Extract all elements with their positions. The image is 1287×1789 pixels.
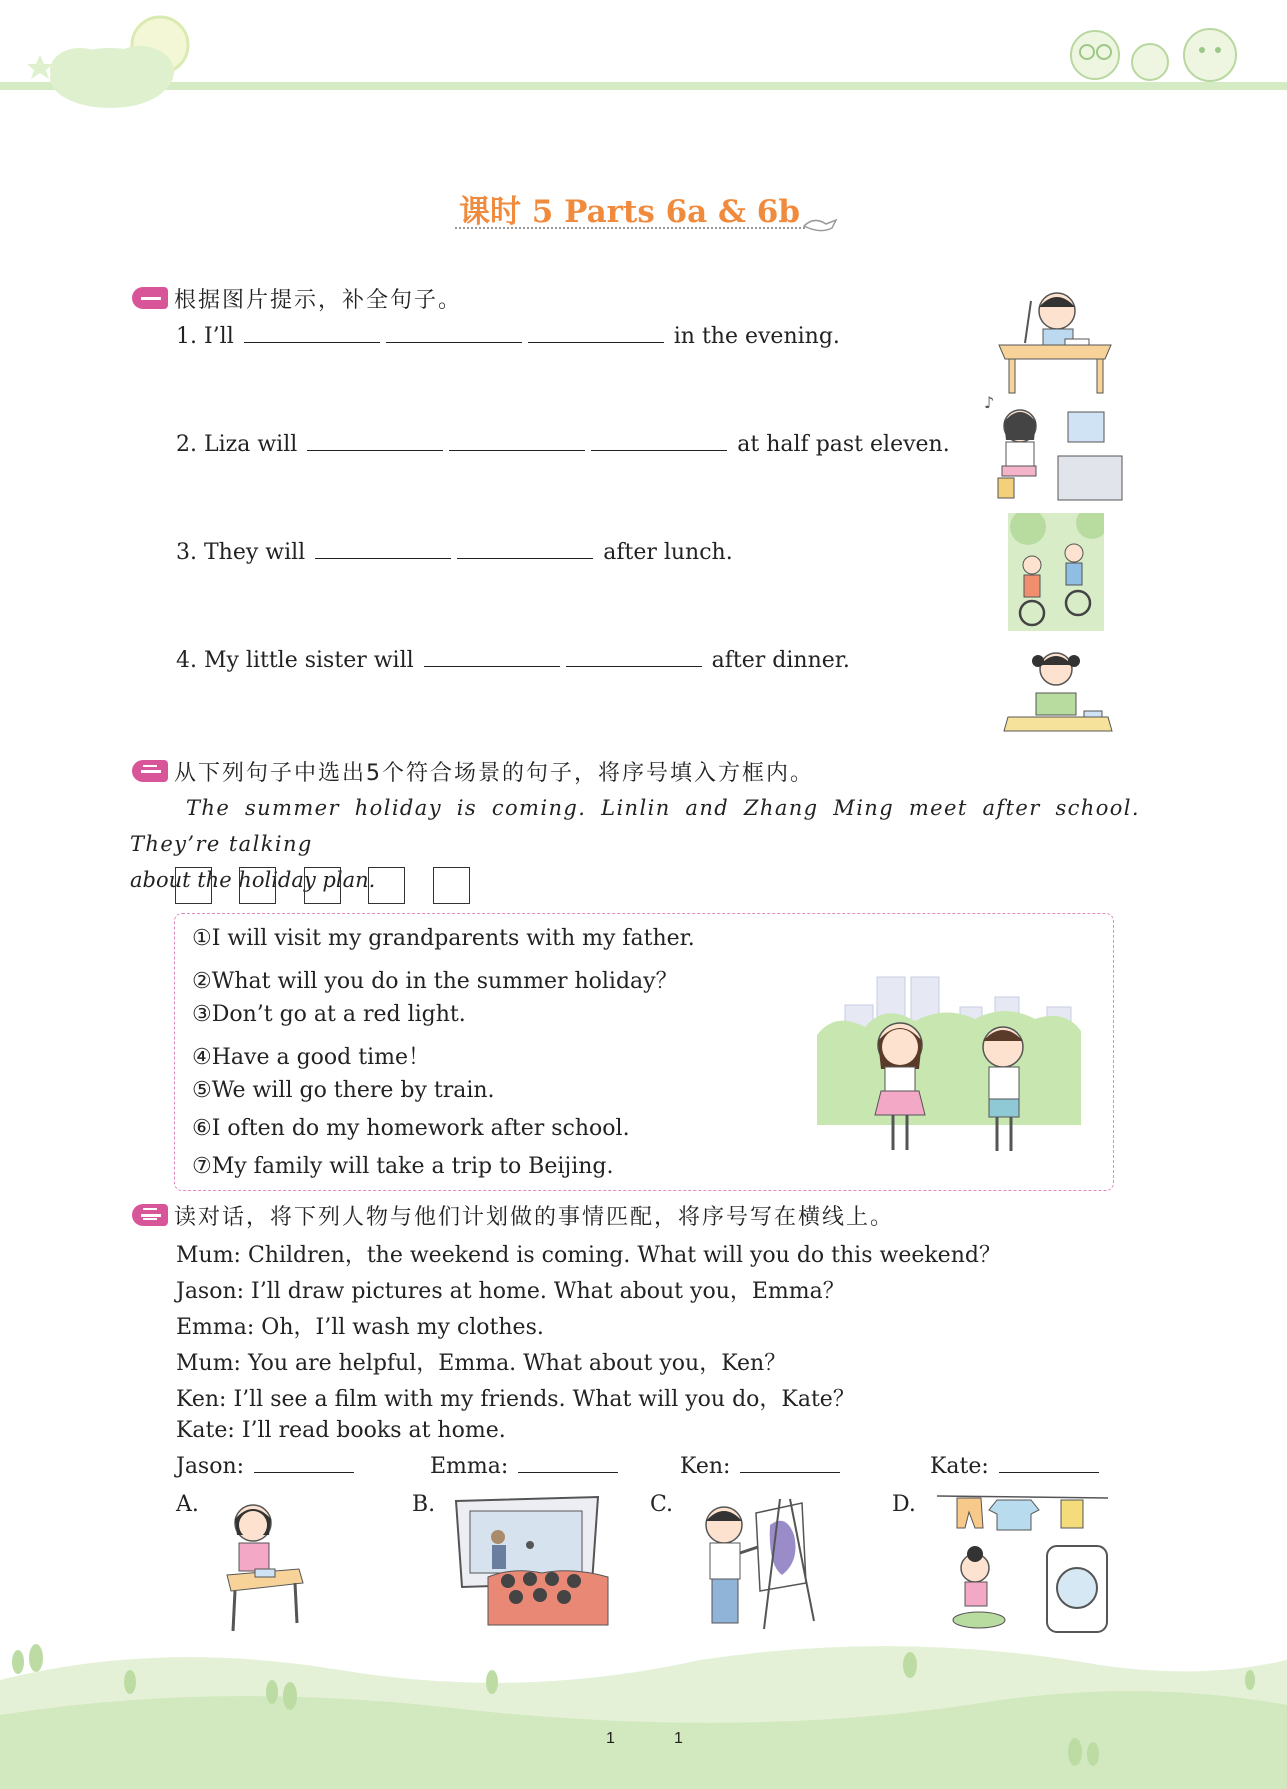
sun-cloud-icon [27,17,188,108]
answer-blank[interactable] [457,542,593,559]
answer-blank[interactable] [999,1456,1099,1473]
page-number: 1 [606,1730,615,1747]
answer-blank[interactable] [254,1456,354,1473]
answer-blank[interactable] [528,326,664,343]
svg-text:♪: ♪ [984,393,995,412]
question-2-start: 2. Liza will [176,432,298,457]
answer-box[interactable] [368,867,405,904]
section-two-heading: 从下列句子中选出5个符合场景的句子，将序号填入方框内。 [174,761,814,786]
intro-line-1: The summer holiday is coming. Linlin and Zhang Ming meet after school. They’re talking [130,796,1140,856]
page-title: 课时 5 Parts 6a & 6b [458,194,801,230]
answer-blank[interactable] [449,434,585,451]
answer-blank[interactable] [566,650,702,667]
section-three-badge [132,1204,168,1226]
children-riding-bikes-icon [1008,513,1104,631]
option-4: ④Have a good time！ [192,1045,430,1070]
boy-writing-at-desk-icon [995,283,1115,395]
bird-icon [800,212,840,236]
answer-blank[interactable] [307,434,443,451]
section-one-badge [132,287,168,309]
match-emma-label: Emma: [430,1454,509,1479]
question-3-start: 3. They will [176,540,306,565]
question-4-end: after dinner. [711,648,850,673]
question-2 [176,432,950,457]
question-4 [176,648,850,673]
question-1-start: 1. I’ll [176,324,234,349]
match-ken [680,1454,843,1479]
match-ken-label: Ken: [680,1454,731,1479]
dialogue-line: Emma: Oh，I’ll wash my clothes. [176,1315,544,1340]
answer-box[interactable] [304,867,341,904]
answer-box[interactable] [239,867,276,904]
answer-blank[interactable] [315,542,451,559]
answer-blank[interactable] [244,326,380,343]
dialogue-line: Kate: I’ll read books at home. [176,1418,506,1443]
section-three-heading: 读对话，将下列人物与他们计划做的事情匹配，将序号写在横线上。 [174,1205,895,1230]
question-1-end: in the evening. [673,324,840,349]
header-decoration [0,0,1287,120]
boy-painting-at-easel-icon [690,1495,820,1635]
title-underline [455,227,805,229]
answer-blank[interactable] [591,434,727,451]
option-2: ②What will you do in the summer holiday？ [192,969,678,994]
option-3: ③Don’t go at a red light. [192,1002,466,1027]
answer-blank[interactable] [740,1456,840,1473]
picture-label-a: A. [176,1492,199,1517]
answer-blank[interactable] [424,650,560,667]
question-1 [176,324,840,349]
girl-reading-at-desk-icon [215,1495,310,1635]
match-emma [430,1454,621,1479]
option-5: ⑤We will go there by train. [192,1078,495,1103]
match-jason-label: Jason: [176,1454,245,1479]
animal-faces-icon [1071,29,1236,81]
footer-landscape-decoration [0,1620,1287,1789]
section-two-badge [132,760,168,782]
girl-at-computer-icon [980,392,1125,502]
match-kate-label: Kate: [930,1454,989,1479]
question-2-end: at half past eleven. [737,432,950,457]
picture-label-c: C. [650,1492,674,1517]
watching-film-in-cinema-icon [452,1495,612,1630]
answer-box[interactable] [175,867,212,904]
section-one-heading: 根据图片提示，补全句子。 [174,288,463,313]
page-number: 1 [674,1730,683,1747]
dialogue-line: Mum: You are helpful，Emma. What about you，Ken？ [176,1351,787,1376]
picture-label-b: B. [412,1492,436,1517]
answer-box[interactable] [433,867,470,904]
option-7: ⑦My family will take a trip to Beijing. [192,1154,614,1179]
section-two-intro [130,790,1140,898]
dialogue-line: Mum: Children，the weekend is coming. What will you do this weekend？ [176,1243,1001,1268]
option-1: ①I will visit my grandparents with my father. [192,926,695,951]
intro-line-2: about the holiday plan. [130,868,376,892]
question-3-end: after lunch. [603,540,733,565]
question-4-start: 4. My little sister will [176,648,414,673]
answer-blank[interactable] [518,1456,618,1473]
picture-label-d: D. [892,1492,916,1517]
match-jason [176,1454,357,1479]
two-children-in-park-illustration [815,975,1085,1160]
dialogue-line: Jason: I’ll draw pictures at home. What about you，Emma？ [176,1279,845,1304]
question-3 [176,540,733,565]
dialogue-line: Ken: I’ll see a film with my friends. What will you do，Kate？ [176,1387,855,1412]
answer-blank[interactable] [386,326,522,343]
match-kate [930,1454,1102,1479]
option-6: ⑥I often do my homework after school. [192,1116,630,1141]
girl-reading-book-icon [1000,645,1115,733]
clothes-line-and-washing-machine-icon [935,1488,1110,1636]
